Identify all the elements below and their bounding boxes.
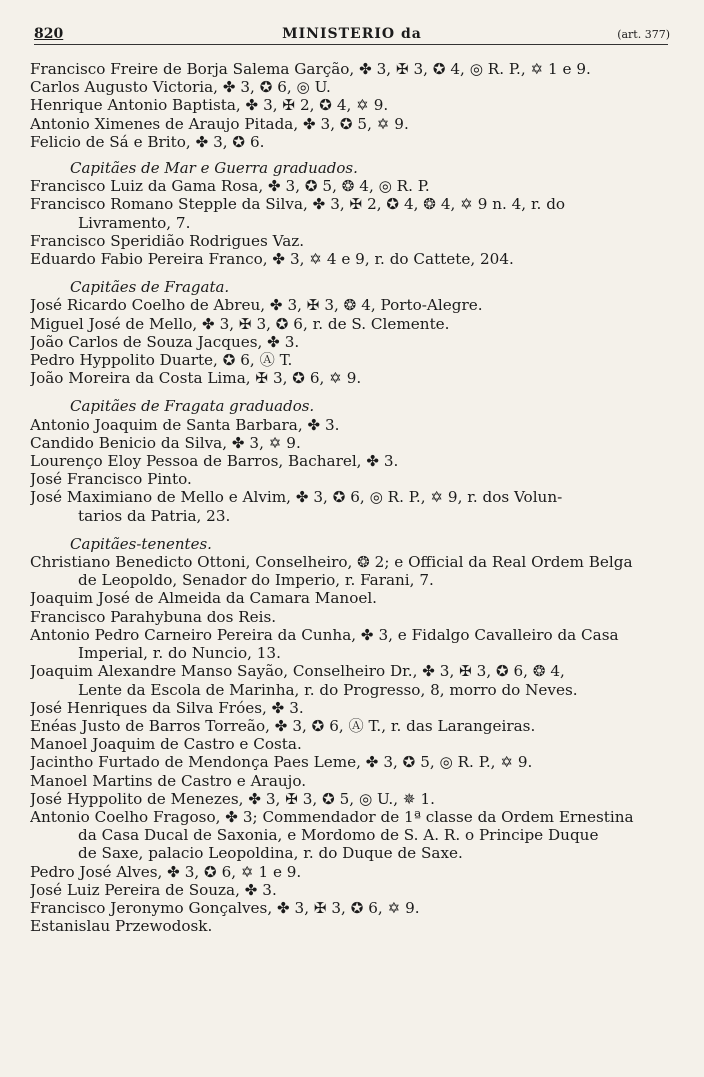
running-title: MINISTERIO da <box>282 26 422 42</box>
entry-line: Francisco Luiz da Gama Rosa, ✤ 3, ✪ 5, ❂ 4, ◎ R. P. <box>30 177 430 196</box>
entry-line: Carlos Augusto Victoria, ✤ 3, ✪ 6, ◎ U. <box>30 78 331 97</box>
section-heading: Capitães de Fragata. <box>70 278 230 297</box>
entry-line: Enéas Justo de Barros Torreão, ✤ 3, ✪ 6, Ⓐ T., r. das Larangeiras. <box>30 716 536 735</box>
entry-line: Felicio de Sá e Brito, ✤ 3, ✪ 6. <box>30 132 265 151</box>
entry-line: Antonio Joaquim de Santa Barbara, ✤ 3. <box>30 415 340 434</box>
entry-line: Eduardo Fabio Pereira Franco, ✤ 3, ✡ 4 e 9, r. do Cattete, 204. <box>30 250 514 269</box>
entry-line: Francisco Jeronymo Gonçalves, ✤ 3, ✠ 3, ✪ 6, ✡ 9. <box>30 898 420 917</box>
entry-line: Pedro José Alves, ✤ 3, ✪ 6, ✡ 1 e 9. <box>30 862 302 881</box>
entry-line: Manoel Martins de Castro e Araujo. <box>30 771 307 790</box>
page-header <box>30 24 674 46</box>
entry-continuation: Lente da Escola de Marinha, r. do Progresso, 8, morro do Neves. <box>78 680 578 699</box>
entry-line: João Moreira da Costa Lima, ✠ 3, ✪ 6, ✡ 9. <box>30 369 362 388</box>
entry-line: Joaquim Alexandre Manso Sayão, Conselheiro Dr., ✤ 3, ✠ 3, ✪ 6, ❂ 4, <box>30 662 565 681</box>
header-rule <box>34 44 668 45</box>
section-heading: Capitães-tenentes. <box>70 534 212 553</box>
entry-line: Henrique Antonio Baptista, ✤ 3, ✠ 2, ✪ 4, ✡ 9. <box>30 96 389 115</box>
entry-continuation: de Saxe, palacio Leopoldina, r. do Duque de Saxe. <box>78 844 463 863</box>
entry-line: José Luiz Pereira de Souza, ✤ 3. <box>30 880 277 899</box>
entry-line: Candido Benicio da Silva, ✤ 3, ✡ 9. <box>30 433 301 452</box>
entry-line: Pedro Hyppolito Duarte, ✪ 6, Ⓐ T. <box>30 351 293 370</box>
entry-line: Jacintho Furtado de Mendonça Paes Leme, ✤ 3, ✪ 5, ◎ R. P., ✡ 9. <box>30 753 533 772</box>
entry-line: Christiano Benedicto Ottoni, Conselheiro, ❂ 2; e Official da Real Ordem Belga <box>30 553 633 572</box>
entry-line: Francisco Freire de Borja Salema Garção, ✤ 3, ✠ 3, ✪ 4, ◎ R. P., ✡ 1 e 9. <box>30 60 591 78</box>
entry-line: Antonio Coelho Fragoso, ✤ 3; Commendador de 1ª classe da Ordem Ernestina <box>30 807 634 826</box>
article-reference: (art. 377) <box>617 28 670 41</box>
entry-line: Francisco Parahybuna dos Reis. <box>30 607 277 626</box>
entry-continuation: de Leopoldo, Senador do Imperio, r. Farani, 7. <box>78 571 434 590</box>
entry-continuation: Imperial, r. do Nuncio, 13. <box>78 644 281 663</box>
entry-line: Miguel José de Mello, ✤ 3, ✠ 3, ✪ 6, r. de S. Clemente. <box>30 314 450 333</box>
entry-line: José Henriques da Silva Fróes, ✤ 3. <box>30 698 304 717</box>
entry-line: José Maximiano de Mello e Alvim, ✤ 3, ✪ 6, ◎ R. P., ✡ 9, r. dos Volun- <box>30 488 563 507</box>
entry-continuation: da Casa Ducal de Saxonia, e Mordomo de S. A. R. o Principe Duque <box>78 826 599 845</box>
entry-line: Francisco Romano Stepple da Silva, ✤ 3, ✠ 2, ✪ 4, ❂ 4, ✡ 9 n. 4, r. do <box>30 195 566 214</box>
entry-line: Estanislau Przewodosk. <box>30 917 213 936</box>
entry-continuation: Livramento, 7. <box>78 213 191 232</box>
entry-line: Joaquim José de Almeida da Camara Manoel. <box>30 589 378 608</box>
entry-continuation: tarios da Patria, 23. <box>78 506 231 525</box>
entry-line: Manoel Joaquim de Castro e Costa. <box>30 735 302 754</box>
entry-line: Lourenço Eloy Pessoa de Barros, Bacharel, ✤ 3. <box>30 452 399 471</box>
section-heading: Capitães de Fragata graduados. <box>70 397 315 416</box>
entry-line: Francisco Speridião Rodrigues Vaz. <box>30 231 305 250</box>
document-body <box>30 60 678 935</box>
entry-line: João Carlos de Souza Jacques, ✤ 3. <box>30 332 300 351</box>
entry-line: José Ricardo Coelho de Abreu, ✤ 3, ✠ 3, ❂ 4, Porto-Alegre. <box>30 296 483 315</box>
entry-line: José Francisco Pinto. <box>30 470 192 489</box>
entry-line: José Hyppolito de Menezes, ✤ 3, ✠ 3, ✪ 5, ◎ U., ✵ 1. <box>30 789 435 808</box>
entry-line: Antonio Ximenes de Araujo Pitada, ✤ 3, ✪ 5, ✡ 9. <box>30 114 409 133</box>
section-heading: Capitães de Mar e Guerra graduados. <box>70 159 358 178</box>
page-number: 820 <box>34 26 64 42</box>
entry-line: Antonio Pedro Carneiro Pereira da Cunha, ✤ 3, e Fidalgo Cavalleiro da Casa <box>30 625 619 644</box>
